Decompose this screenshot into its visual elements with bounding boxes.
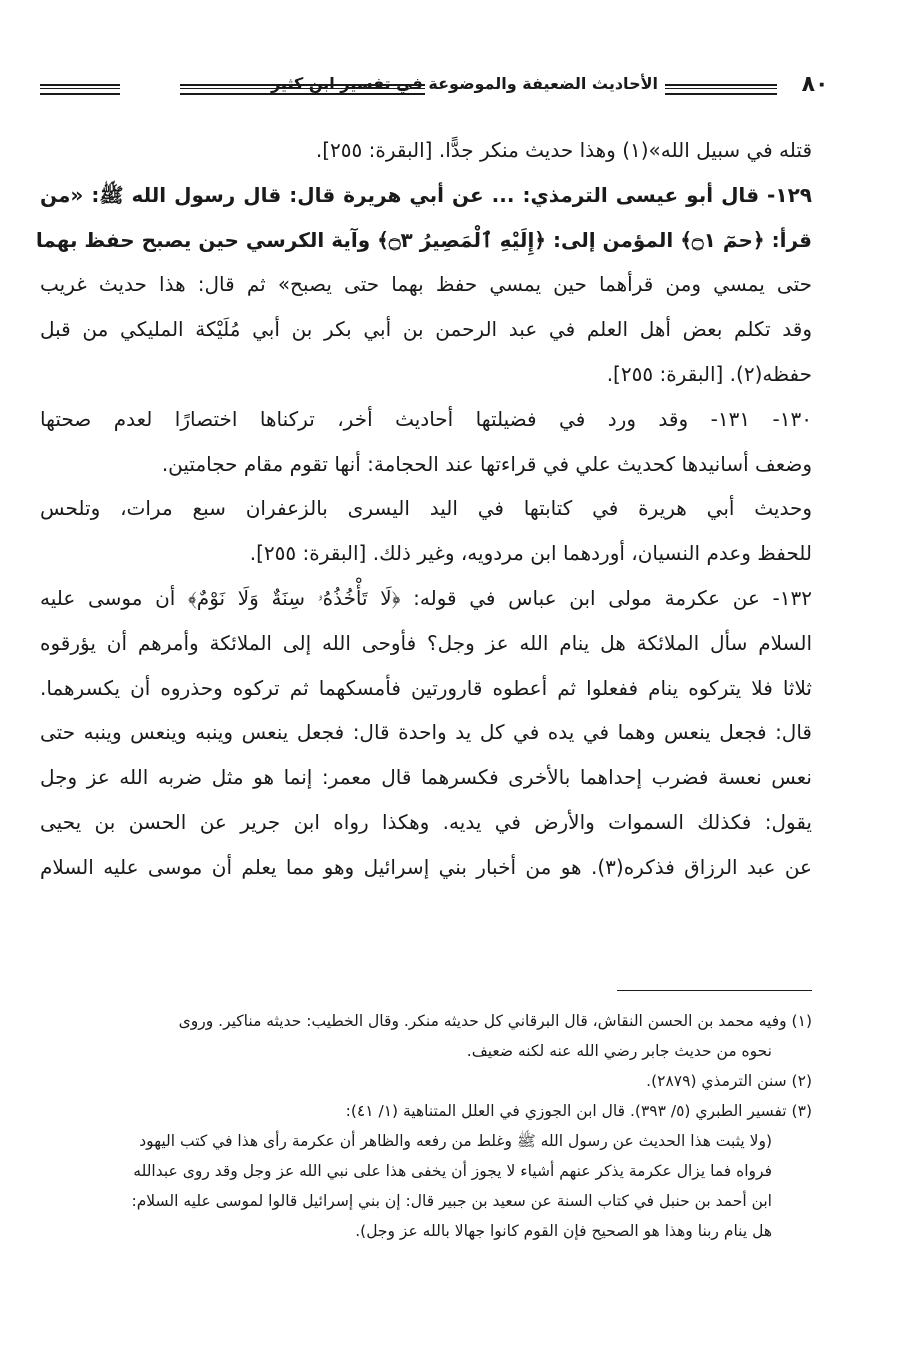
footnotes xyxy=(40,1006,812,1246)
footnote-line: نحوه من حديث جابر رضي الله عنه لكنه ضعيف. xyxy=(466,1042,772,1060)
text-line: حفظه(٢). [البقرة: ٢٥٥]. xyxy=(606,361,812,386)
header-rule-middle xyxy=(180,84,425,95)
text-line: يقول: فكذلك السموات والأرض في يديه. وهكذا رواه ابن جرير عن الحسن بن يحيى xyxy=(40,809,812,834)
footnote-separator xyxy=(617,990,812,991)
footnote-line: ابن أحمد بن حنبل في كتاب السنة عن سعيد بن جبير قال: إن بني إسرائيل قالوا لموسى عليه السلام: xyxy=(131,1192,772,1210)
text-line: السلام سأل الملائكة هل ينام الله عز وجل؟ فأوحى الله إلى الملائكة وأمرهم أن يؤرقوه xyxy=(40,630,812,655)
text-line: نعس نعسة فضرب إحداهما بالأخرى فكسرهما قال معمر: إنما هو مثل ضربه الله عز وجل xyxy=(40,765,812,790)
book-title: الأحاديث الضعيفة والموضوعة في تفسير ابن كثير xyxy=(270,74,658,93)
text-line: وحديث أبي هريرة في كتابتها في اليد اليسرى بالزعفران سبع مرات، وتلحس xyxy=(40,496,812,521)
text-line: حتى يمسي ومن قرأهما حين يمسي حفظ بهما حتى يصبح» ثم قال: هذا حديث غريب xyxy=(40,272,812,297)
text-line: وضعف أسانيدها كحديث علي في قراءتها عند الحجامة: أنها تقوم مقام حجامتين. xyxy=(161,451,812,476)
header-rule-right xyxy=(665,84,777,95)
header-rule-left xyxy=(40,84,120,95)
running-header xyxy=(40,72,845,104)
text-line: ١٣٢- عن عكرمة مولى ابن عباس في قوله: ﴿لَا تَأْخُذُهُۥ سِنَةٌ وَلَا نَوْمٌ﴾ أن موسى عليه xyxy=(40,585,812,610)
text-line: للحفظ وعدم النسيان، أوردهما ابن مردويه، وغير ذلك. [البقرة: ٢٥٥]. xyxy=(249,541,812,566)
text-line: قتله في سبيل الله»(١) وهذا حديث منكر جدًّا. [البقرة: ٢٥٥]. xyxy=(315,138,812,162)
main-text xyxy=(35,128,812,890)
footnote-line: هل ينام ربنا وهذا هو الصحيح فإن القوم كانوا جهالا بالله عز وجل). xyxy=(355,1222,772,1240)
footnote-line: (ولا يثبت هذا الحديث عن رسول الله ﷺ وغلط من رفعه والظاهر أن عكرمة رأى هذا في كتب اليهود xyxy=(139,1132,772,1150)
text-line: عن عبد الرزاق فذكره(٣). هو من أخبار بني إسرائيل وهو مما يعلم أن موسى عليه السلام xyxy=(40,854,812,879)
text-line: قال: فجعل ينعس وهما في يده في كل يد واحدة قال: فجعل ينعس وينبه وينعس وينبه حتى xyxy=(40,720,812,745)
text-line: وقد تكلم بعض أهل العلم في عبد الرحمن بن أبي بكر بن أبي مُلَيْكة المليكي من قبل xyxy=(40,317,812,342)
text-line: ١٣٠- ١٣١- وقد ورد في فضيلتها أحاديث أخر، تركناها اختصارًا لعدم صحتها xyxy=(40,406,812,431)
page-number: ٨٠ xyxy=(801,72,829,97)
text-line: قرأ: ﴿حمٓ ۝١﴾ المؤمن إلى: ﴿إِلَيْهِ ٱلْمَصِيرُ ۝٣﴾ وآية الكرسي حين يصبح حفظ بهما xyxy=(35,227,812,252)
text-line: ١٢٩- قال أبو عيسى الترمذي: ... عن أبي هريرة قال: قال رسول الله ﷺ: «من xyxy=(40,182,812,207)
footnote-line: (٣) تفسير الطبري (٥/ ٣٩٣). قال ابن الجوزي في العلل المتناهية (١/ ٤١): xyxy=(345,1102,812,1120)
footnote-line: (٢) سنن الترمذي (٢٨٧٩). xyxy=(646,1072,812,1090)
footnote-line: فرواه فما يزال عكرمة يذكر عنهم أشياء لا يجوز أن يخفى هذا على نبي الله عز وجل وقد روى عبدالله xyxy=(133,1162,772,1180)
text-line: ثلاثا فلا يتركوه ينام ففعلوا ثم أعطوه قارورتين فأمسكهما ثم تركوه وحذروه أن يكسرهما. xyxy=(40,675,812,700)
footnote-line: (١) وفيه محمد بن الحسن النقاش، قال البرقاني كل حديثه منكر. وقال الخطيب: حديثه مناكير. وروى xyxy=(178,1012,812,1030)
